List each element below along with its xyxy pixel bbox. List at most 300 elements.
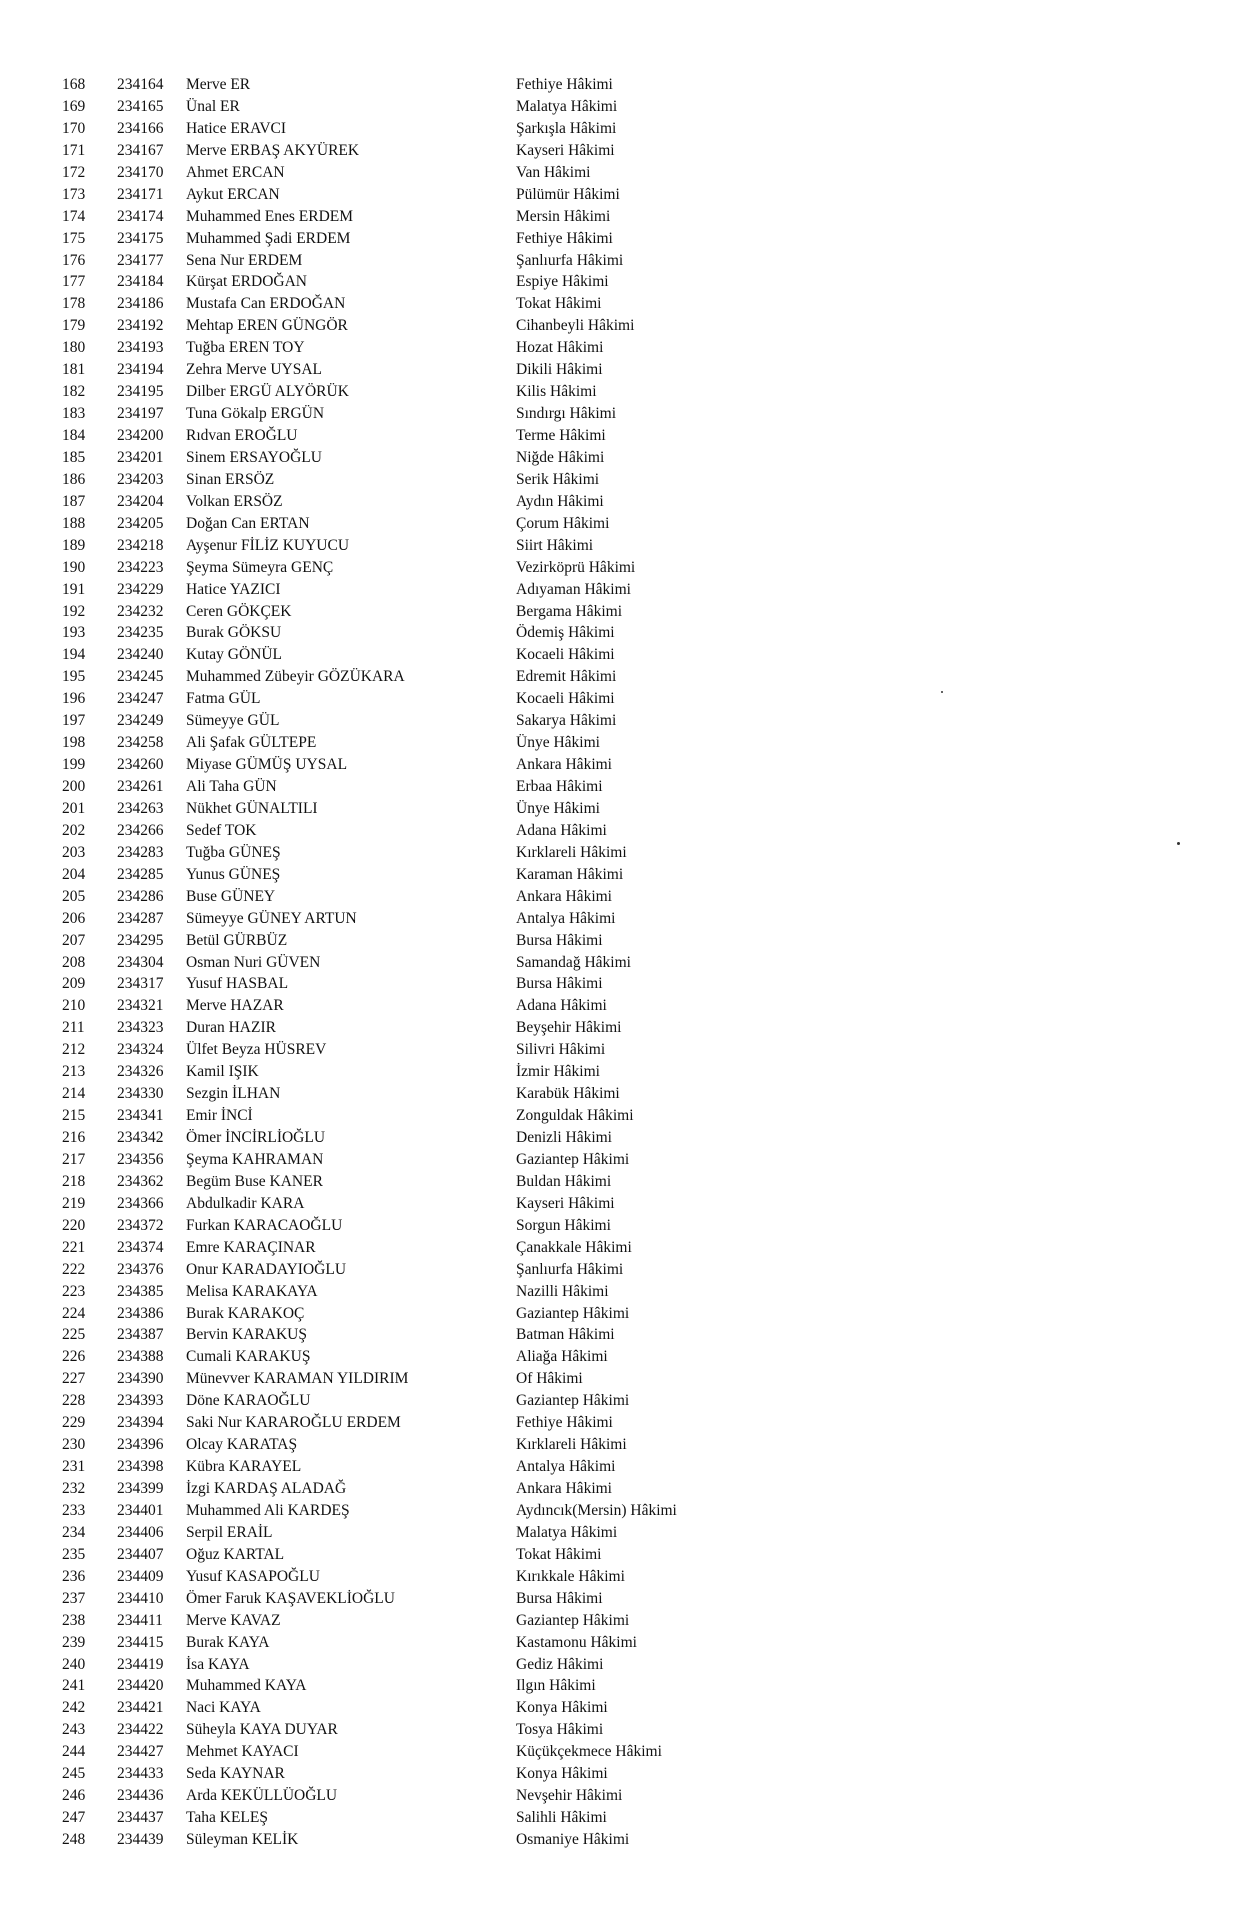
row-number: 206 [62, 909, 86, 927]
registry-number: 234295 [117, 931, 164, 949]
list-item [0, 1149, 1252, 1171]
court-assignment: Silivri Hâkimi [516, 1041, 606, 1059]
registry-number: 234394 [117, 1414, 164, 1432]
person-name: Tuğba EREN TOY [186, 339, 305, 357]
registry-number: 234326 [117, 1063, 164, 1081]
list-item [0, 644, 1252, 666]
court-assignment: Tosya Hâkimi [516, 1721, 604, 1739]
person-name: Muhammed Zübeyir GÖZÜKARA [186, 668, 405, 686]
row-number: 177 [62, 273, 86, 291]
row-number: 243 [62, 1721, 86, 1739]
list-item [0, 1807, 1252, 1829]
list-item [0, 1741, 1252, 1763]
registry-number: 234174 [117, 207, 164, 225]
list-item [0, 469, 1252, 491]
list-item [0, 952, 1252, 974]
person-name: Bervin KARAKUŞ [186, 1326, 307, 1344]
court-assignment: Osmaniye Hâkimi [516, 1831, 630, 1848]
scan-speck [941, 691, 943, 693]
person-name: Miyase GÜMÜŞ UYSAL [186, 756, 348, 774]
person-name: Şeyma KAHRAMAN [186, 1150, 324, 1168]
list-item [0, 666, 1252, 688]
list-item [0, 1456, 1252, 1478]
court-assignment: Pülümür Hâkimi [516, 185, 620, 203]
row-number: 234 [62, 1523, 86, 1541]
person-name: Yusuf HASBAL [186, 975, 289, 993]
row-number: 197 [62, 712, 86, 730]
registry-number: 234419 [117, 1655, 164, 1673]
person-name: Rıdvan EROĞLU [186, 427, 298, 444]
registry-number: 234439 [117, 1831, 164, 1848]
person-name: Ayşenur FİLİZ KUYUCU [186, 536, 350, 554]
list-item [0, 579, 1252, 601]
registry-number: 234409 [117, 1567, 164, 1585]
registry-number: 234167 [117, 141, 164, 159]
court-assignment: Kastamonu Hâkimi [516, 1633, 637, 1651]
registry-number: 234387 [117, 1326, 164, 1344]
list-item [0, 206, 1252, 228]
person-name: Sümeyye GÜL [186, 712, 280, 730]
court-assignment: Bursa Hâkimi [516, 1589, 603, 1607]
row-number: 248 [62, 1831, 86, 1848]
person-name: Kamil IŞIK [186, 1063, 259, 1081]
row-number: 175 [62, 229, 86, 247]
court-assignment: Ünye Hâkimi [516, 734, 600, 752]
list-item [0, 1083, 1252, 1105]
row-number: 231 [62, 1458, 86, 1476]
row-number: 212 [62, 1041, 86, 1059]
person-name: Kutay GÖNÜL [186, 646, 282, 664]
court-assignment: Siirt Hâkimi [516, 536, 594, 554]
court-assignment: Tokat Hâkimi [516, 295, 602, 313]
registry-number: 234258 [117, 734, 164, 752]
court-assignment: Malatya Hâkimi [516, 1523, 618, 1541]
row-number: 224 [62, 1304, 86, 1322]
person-name: Mehtap EREN GÜNGÖR [186, 317, 348, 335]
person-name: Muhammed Ali KARDEŞ [186, 1501, 350, 1519]
list-item [0, 754, 1252, 776]
registry-number: 234218 [117, 536, 164, 554]
registry-number: 234372 [117, 1216, 164, 1234]
court-assignment: Hozat Hâkimi [516, 339, 604, 357]
row-number: 235 [62, 1545, 86, 1563]
row-number: 200 [62, 778, 86, 795]
row-number: 226 [62, 1348, 86, 1366]
list-item [0, 118, 1252, 140]
registry-number: 234245 [117, 668, 164, 686]
list-item [0, 1171, 1252, 1193]
court-assignment: Konya Hâkimi [516, 1765, 608, 1783]
list-item [0, 1193, 1252, 1215]
court-assignment: Denizli Hâkimi [516, 1129, 612, 1146]
registry-number: 234201 [117, 448, 164, 466]
row-number: 180 [62, 339, 86, 357]
court-assignment: Zonguldak Hâkimi [516, 1107, 634, 1125]
registry-number: 234407 [117, 1545, 164, 1563]
list-item [0, 1697, 1252, 1719]
registry-number: 234261 [117, 778, 164, 795]
court-assignment: Edremit Hâkimi [516, 668, 617, 686]
registry-number: 234388 [117, 1348, 164, 1366]
list-item [0, 447, 1252, 469]
court-assignment: Gediz Hâkimi [516, 1655, 604, 1673]
list-item [0, 601, 1252, 623]
person-name: Aykut ERCAN [186, 185, 280, 203]
court-assignment: Şanlıurfa Hâkimi [516, 251, 624, 269]
court-assignment: Kilis Hâkimi [516, 383, 597, 401]
registry-number: 234184 [117, 273, 164, 291]
person-name: Olcay KARATAŞ [186, 1436, 298, 1454]
person-name: Merve ERBAŞ AKYÜREK [186, 141, 360, 159]
row-number: 189 [62, 536, 86, 554]
person-name: Volkan ERSÖZ [186, 492, 283, 510]
person-name: Ahmet ERCAN [186, 163, 285, 181]
row-number: 238 [62, 1611, 86, 1629]
row-number: 193 [62, 624, 86, 642]
list-item [0, 1324, 1252, 1346]
list-item [0, 973, 1252, 995]
person-name: Buse GÜNEY [186, 887, 276, 905]
list-item [0, 1303, 1252, 1325]
person-name: Fatma GÜL [186, 690, 261, 708]
court-assignment: Kocaeli Hâkimi [516, 646, 615, 664]
registry-number: 234324 [117, 1041, 164, 1059]
registry-number: 234399 [117, 1480, 164, 1497]
registry-number: 234166 [117, 119, 164, 137]
person-name: Naci KAYA [186, 1699, 261, 1717]
row-number: 181 [62, 361, 86, 379]
registry-number: 234204 [117, 492, 164, 510]
row-number: 179 [62, 317, 86, 335]
row-number: 195 [62, 668, 86, 686]
registry-number: 234304 [117, 953, 164, 971]
registry-number: 234260 [117, 756, 164, 774]
row-number: 174 [62, 207, 86, 225]
registry-number: 234406 [117, 1523, 164, 1541]
row-number: 246 [62, 1787, 86, 1805]
court-assignment: Ilgın Hâkimi [516, 1677, 596, 1695]
person-name: Emre KARAÇINAR [186, 1238, 316, 1256]
court-assignment: Samandağ Hâkimi [516, 953, 631, 971]
list-item [0, 1675, 1252, 1697]
list-item [0, 1259, 1252, 1281]
row-number: 237 [62, 1589, 86, 1607]
registry-number: 234192 [117, 317, 164, 335]
row-number: 232 [62, 1480, 86, 1497]
row-number: 204 [62, 865, 86, 883]
person-name: Muhammed Enes ERDEM [186, 207, 354, 225]
registry-number: 234170 [117, 163, 164, 181]
registry-number: 234341 [117, 1107, 164, 1125]
person-name: Dilber ERGÜ ALYÖRÜK [186, 383, 349, 401]
registry-number: 234342 [117, 1129, 164, 1146]
registry-number: 234420 [117, 1677, 164, 1695]
list-item [0, 842, 1252, 864]
list-item [0, 776, 1252, 798]
registry-number: 234205 [117, 514, 164, 532]
court-assignment: Antalya Hâkimi [516, 909, 616, 927]
list-item [0, 1544, 1252, 1566]
list-item [0, 1654, 1252, 1676]
person-name: Oğuz KARTAL [186, 1545, 285, 1563]
court-assignment: Nazilli Hâkimi [516, 1282, 609, 1300]
court-assignment: Sakarya Hâkimi [516, 712, 617, 730]
court-assignment: Şarkışla Hâkimi [516, 119, 617, 137]
row-number: 176 [62, 251, 86, 269]
court-assignment: Gaziantep Hâkimi [516, 1304, 630, 1322]
row-number: 209 [62, 975, 86, 993]
row-number: 170 [62, 119, 86, 137]
registry-number: 234436 [117, 1787, 164, 1805]
registry-number: 234390 [117, 1370, 164, 1388]
person-name: Kübra KARAYEL [186, 1458, 302, 1476]
list-item [0, 140, 1252, 162]
court-assignment: Malatya Hâkimi [516, 97, 618, 115]
court-assignment: Salihli Hâkimi [516, 1809, 607, 1827]
court-assignment: Şanlıurfa Hâkimi [516, 1260, 624, 1278]
court-assignment: Ankara Hâkimi [516, 756, 612, 774]
list-item [0, 1566, 1252, 1588]
row-number: 190 [62, 558, 86, 576]
person-name: Onur KARADAYIOĞLU [186, 1260, 347, 1278]
person-name: Mustafa Can ERDOĞAN [186, 295, 346, 313]
row-number: 211 [62, 1019, 85, 1037]
row-number: 169 [62, 97, 86, 115]
court-assignment: Çanakkale Hâkimi [516, 1238, 632, 1256]
list-item [0, 1434, 1252, 1456]
person-name: Nükhet GÜNALTILI [186, 799, 318, 817]
list-item [0, 557, 1252, 579]
list-item [0, 74, 1252, 96]
list-item [0, 1763, 1252, 1785]
court-assignment: Cihanbeyli Hâkimi [516, 317, 635, 335]
list-item [0, 403, 1252, 425]
row-number: 220 [62, 1216, 86, 1234]
registry-number: 234164 [117, 76, 164, 93]
person-name: Yunus GÜNEŞ [186, 865, 281, 883]
row-number: 172 [62, 163, 86, 181]
list-item [0, 732, 1252, 754]
court-assignment: İzmir Hâkimi [516, 1063, 600, 1081]
registry-number: 234410 [117, 1589, 164, 1607]
person-name: Begüm Buse KANER [186, 1172, 323, 1190]
court-assignment: Adana Hâkimi [516, 997, 607, 1015]
registry-number: 234285 [117, 865, 164, 883]
court-assignment: Aliağa Hâkimi [516, 1348, 608, 1366]
person-name: Merve HAZAR [186, 997, 284, 1015]
registry-number: 234232 [117, 602, 164, 620]
row-number: 196 [62, 690, 86, 708]
registry-number: 234317 [117, 975, 164, 993]
row-number: 185 [62, 448, 86, 466]
person-name: Ülfet Beyza HÜSREV [186, 1041, 327, 1059]
registry-number: 234203 [117, 470, 164, 488]
registry-number: 234283 [117, 843, 164, 861]
person-name: Sezgin İLHAN [186, 1085, 281, 1103]
registry-number: 234229 [117, 580, 164, 598]
row-number: 240 [62, 1655, 86, 1673]
registry-number: 234376 [117, 1260, 164, 1278]
court-assignment: Gaziantep Hâkimi [516, 1611, 630, 1629]
list-item [0, 798, 1252, 820]
person-name: Furkan KARACAOĞLU [186, 1216, 343, 1234]
list-item [0, 1632, 1252, 1654]
registry-number: 234177 [117, 251, 164, 269]
court-assignment: Fethiye Hâkimi [516, 1414, 613, 1432]
list-item [0, 930, 1252, 952]
person-name: Münevver KARAMAN YILDIRIM [186, 1370, 409, 1388]
row-number: 207 [62, 931, 86, 949]
court-assignment: Antalya Hâkimi [516, 1458, 616, 1476]
person-name: Ünal ER [186, 97, 240, 115]
registry-number: 234195 [117, 383, 164, 401]
list-item [0, 886, 1252, 908]
court-assignment: Espiye Hâkimi [516, 273, 609, 291]
court-assignment: Serik Hâkimi [516, 470, 600, 488]
row-number: 244 [62, 1743, 86, 1761]
list-item [0, 864, 1252, 886]
registry-number: 234263 [117, 799, 164, 817]
list-item [0, 1127, 1252, 1149]
list-item [0, 1829, 1252, 1851]
row-number: 173 [62, 185, 86, 203]
row-number: 242 [62, 1699, 86, 1717]
person-name: Zehra Merve UYSAL [186, 361, 323, 379]
registry-number: 234427 [117, 1743, 164, 1761]
list-item [0, 710, 1252, 732]
registry-number: 234396 [117, 1436, 164, 1454]
row-number: 241 [62, 1677, 86, 1695]
registry-number: 234286 [117, 887, 164, 905]
registry-number: 234401 [117, 1501, 164, 1519]
registry-number: 234175 [117, 229, 164, 247]
list-item [0, 271, 1252, 293]
court-assignment: Tokat Hâkimi [516, 1545, 602, 1563]
row-number: 218 [62, 1172, 86, 1190]
court-assignment: Kırıkkale Hâkimi [516, 1567, 625, 1585]
person-name: Ömer Faruk KAŞAVEKLİOĞLU [186, 1589, 395, 1607]
row-number: 199 [62, 756, 86, 774]
row-number: 221 [62, 1238, 86, 1256]
court-assignment: Nevşehir Hâkimi [516, 1787, 623, 1805]
row-number: 228 [62, 1392, 86, 1410]
list-item [0, 359, 1252, 381]
row-number: 191 [62, 580, 86, 598]
registry-number: 234247 [117, 690, 164, 708]
person-name: Sedef TOK [186, 821, 257, 839]
person-name: Saki Nur KARAROĞLU ERDEM [186, 1414, 401, 1432]
court-assignment: Kayseri Hâkimi [516, 1194, 615, 1212]
registry-number: 234411 [117, 1611, 163, 1629]
row-number: 214 [62, 1085, 86, 1103]
court-assignment: Fethiye Hâkimi [516, 229, 613, 247]
person-name: Abdulkadir KARA [186, 1194, 305, 1212]
row-number: 168 [62, 76, 86, 93]
row-number: 239 [62, 1633, 86, 1651]
court-assignment: Adıyaman Hâkimi [516, 580, 631, 598]
row-number: 194 [62, 646, 86, 664]
row-number: 227 [62, 1370, 86, 1388]
person-name: Süleyman KELİK [186, 1831, 299, 1848]
person-name: Melisa KARAKAYA [186, 1282, 318, 1300]
list-item [0, 622, 1252, 644]
registry-number: 234362 [117, 1172, 164, 1190]
court-assignment: Bursa Hâkimi [516, 975, 603, 993]
registry-number: 234266 [117, 821, 164, 839]
registry-number: 234200 [117, 427, 164, 444]
person-name: Betül GÜRBÜZ [186, 931, 288, 949]
court-assignment: Adana Hâkimi [516, 821, 607, 839]
person-name: Ali Şafak GÜLTEPE [186, 734, 317, 752]
court-assignment: Fethiye Hâkimi [516, 76, 613, 93]
list-item [0, 688, 1252, 710]
row-number: 215 [62, 1107, 86, 1125]
list-item [0, 1719, 1252, 1741]
row-number: 223 [62, 1282, 86, 1300]
row-number: 178 [62, 295, 86, 313]
court-assignment: Mersin Hâkimi [516, 207, 611, 225]
court-assignment: Vezirköprü Hâkimi [516, 558, 636, 576]
person-name: Sinem ERSAYOĞLU [186, 448, 322, 466]
row-number: 233 [62, 1501, 86, 1519]
row-number: 201 [62, 799, 86, 817]
registry-number: 234165 [117, 97, 164, 115]
list-item [0, 1039, 1252, 1061]
list-item [0, 293, 1252, 315]
registry-number: 234393 [117, 1392, 164, 1410]
row-number: 182 [62, 383, 86, 401]
person-name: Doğan Can ERTAN [186, 514, 310, 532]
row-number: 230 [62, 1436, 86, 1454]
scan-speck [1177, 842, 1180, 845]
list-item [0, 1478, 1252, 1500]
list-item [0, 1522, 1252, 1544]
person-name: Ceren GÖKÇEK [186, 602, 292, 620]
court-assignment: Erbaa Hâkimi [516, 778, 603, 795]
list-item [0, 96, 1252, 118]
person-name: Hatice YAZICI [186, 580, 281, 598]
list-item [0, 820, 1252, 842]
row-number: 247 [62, 1809, 86, 1827]
court-assignment: Karabük Hâkimi [516, 1085, 620, 1103]
registry-number: 234171 [117, 185, 164, 203]
court-assignment: Van Hâkimi [516, 163, 591, 181]
person-name: Taha KELEŞ [186, 1809, 268, 1827]
list-item [0, 1412, 1252, 1434]
court-assignment: Ankara Hâkimi [516, 887, 612, 905]
registry-number: 234197 [117, 405, 164, 423]
row-number: 225 [62, 1326, 86, 1344]
registry-number: 234374 [117, 1238, 164, 1256]
list-item [0, 1105, 1252, 1127]
person-name: Merve KAVAZ [186, 1611, 281, 1629]
registry-number: 234386 [117, 1304, 164, 1322]
row-number: 222 [62, 1260, 86, 1278]
row-number: 217 [62, 1150, 86, 1168]
registry-number: 234194 [117, 361, 164, 379]
person-name: İzgi KARDAŞ ALADAĞ [186, 1480, 347, 1497]
court-assignment: Of Hâkimi [516, 1370, 583, 1388]
court-assignment: Karaman Hâkimi [516, 865, 624, 883]
list-item [0, 535, 1252, 557]
registry-number: 234249 [117, 712, 164, 730]
person-name: Cumali KARAKUŞ [186, 1348, 311, 1366]
list-item [0, 513, 1252, 535]
person-name: Mehmet KAYACI [186, 1743, 299, 1761]
court-assignment: Sorgun Hâkimi [516, 1216, 611, 1234]
court-assignment: Kayseri Hâkimi [516, 141, 615, 159]
court-assignment: Ünye Hâkimi [516, 799, 600, 817]
